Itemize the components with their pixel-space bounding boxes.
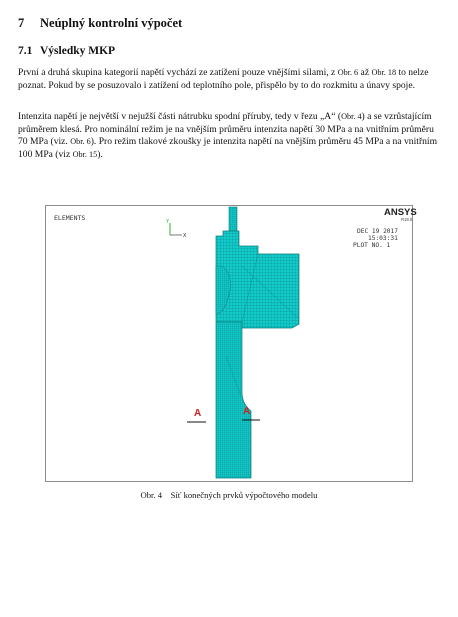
- ansys-version: R18.0: [401, 217, 413, 222]
- subsection-number: 7.1: [18, 45, 33, 57]
- figure-reference[interactable]: Obr. 15: [72, 149, 98, 159]
- figure-reference[interactable]: Obr. 18: [371, 68, 397, 77]
- section-heading: [18, 16, 182, 31]
- paragraph-text: Intenzita napětí je největší v nejužší části nátrubku spodní příruby, tedy v řezu „A“ (: [18, 111, 342, 122]
- fem-mesh: [216, 207, 299, 478]
- figure-reference[interactable]: Obr. 6: [70, 137, 91, 147]
- x-axis-label: X: [183, 233, 187, 239]
- figure-reference[interactable]: Obr. 6: [337, 68, 359, 77]
- paragraph-text: to nelze poznat. Pokud by se posuzovalo i zatížení od teplotního pole, přispělo by to do rozkmitu a únavy spoje.: [18, 67, 429, 91]
- paragraph-2: [18, 111, 443, 161]
- paragraph-text: až: [358, 67, 372, 78]
- caption-number: Obr. 4: [140, 490, 162, 500]
- ansys-logo: ANSYS: [384, 207, 417, 218]
- figure-caption: [0, 490, 458, 500]
- mesh-plot: [46, 206, 417, 481]
- section-label-right: A: [243, 406, 251, 417]
- mesh-nozzle: [216, 322, 251, 478]
- elements-label: ELEMENTS: [54, 214, 86, 222]
- plot-time: 15:03:31: [368, 235, 398, 242]
- subsection-heading: [18, 45, 115, 57]
- section-title: Neúplný kontrolní výpočet: [40, 16, 183, 30]
- plot-number: PLOT NO. 1: [353, 242, 391, 249]
- plot-date: DEC 19 2017: [357, 228, 398, 235]
- section-number: 7: [18, 16, 25, 30]
- y-axis-label: Y: [166, 219, 170, 225]
- subsection-title: Výsledky MKP: [40, 45, 116, 57]
- fem-mesh-figure: [45, 205, 417, 482]
- figure-reference[interactable]: Obr. 4: [341, 112, 362, 121]
- paragraph-text: ).: [97, 148, 103, 160]
- paragraph-1: [18, 67, 443, 92]
- section-label-left: A: [194, 408, 202, 419]
- caption-text: Síť konečných prvků výpočtového modelu: [170, 490, 318, 500]
- paragraph-text: ). Pro režim tlakové zkoušky je intenzita napětí na vnějším průměru 45 MPa a na vnitřním 100 MPa (viz: [18, 136, 438, 160]
- paragraph-text: První a druhá skupina kategorií napětí vychází ze zatížení pouze vnějšími silami, z: [18, 67, 338, 78]
- paragraph-text: ) a se vzrůstajícím průměrem klesá. Pro nominální režim je na vnějším průměru intenzita napětí 30 MPa a na vnitřním průměru 70 MPa (viz.: [18, 111, 434, 148]
- axis-triad: [166, 219, 187, 239]
